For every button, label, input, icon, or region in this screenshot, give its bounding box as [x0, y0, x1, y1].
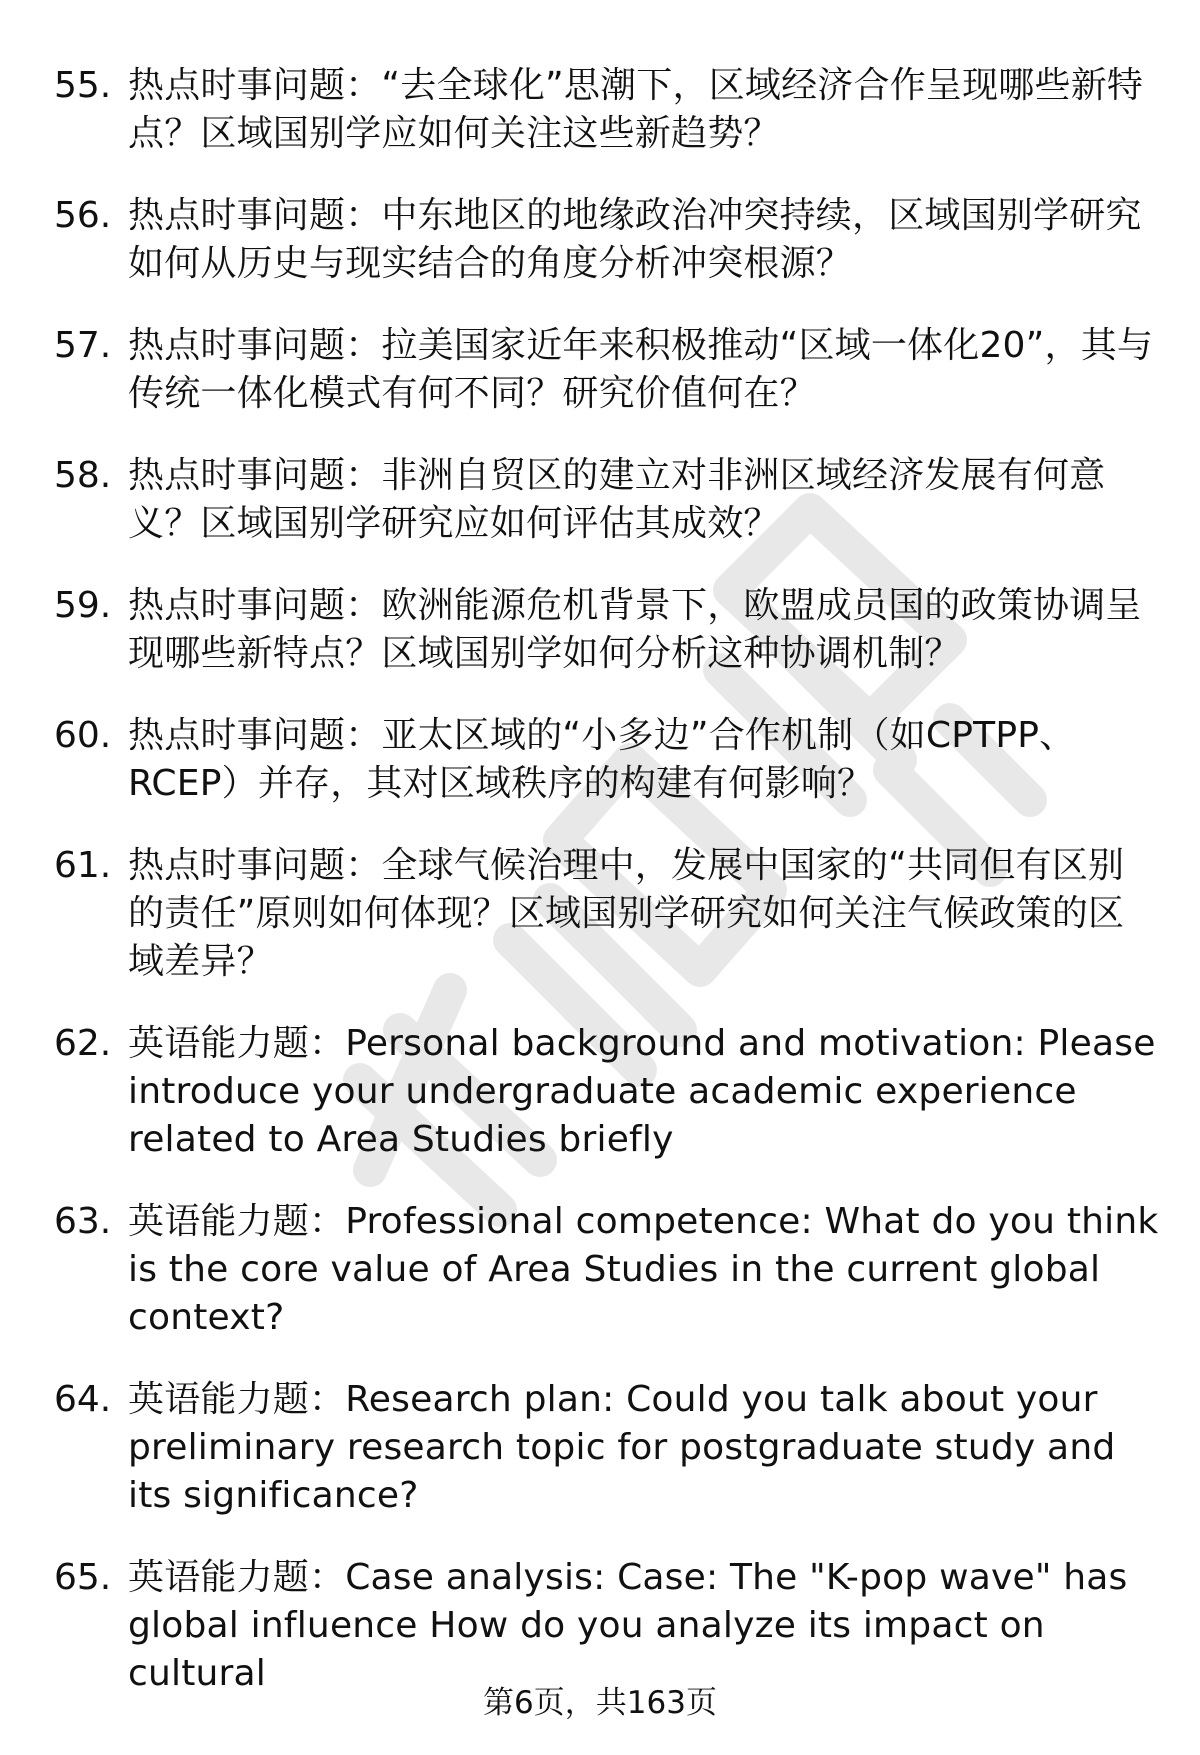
list-item: [0, 1554, 1200, 1698]
question-list: [0, 62, 1200, 1732]
list-item: [0, 1376, 1200, 1520]
question-number: 63.: [54, 1201, 112, 1242]
list-item: [0, 322, 1200, 418]
page-footer: 第6页，共163页: [483, 1685, 717, 1721]
question-number: 59.: [54, 585, 112, 626]
list-item: [0, 192, 1200, 288]
question-number: 57.: [54, 325, 112, 366]
question-text: 英语能力题：Personal background and motivation: Please introduce your undergraduate academic experience related to Area Studies briefly: [128, 1023, 1156, 1160]
question-text: 热点时事问题：中东地区的地缘政治冲突持续，区域国别学研究如何从历史与现实结合的角度分析冲突根源？: [128, 195, 1142, 284]
list-item: [0, 1020, 1200, 1164]
question-number: 65.: [54, 1557, 112, 1598]
question-text: 热点时事问题：非洲自贸区的建立对非洲区域经济发展有何意义？区域国别学研究应如何评估其成效？: [128, 455, 1106, 544]
question-text: 热点时事问题：拉美国家近年来积极推动“区域一体化20”，其与传统一体化模式有何不同？研究价值何在？: [128, 325, 1154, 414]
list-item: [0, 842, 1200, 986]
question-number: 62.: [54, 1023, 112, 1064]
list-item: [0, 62, 1200, 158]
question-text: 热点时事问题：欧洲能源危机背景下，欧盟成员国的政策协调呈现哪些新特点？区域国别学如何分析这种协调机制？: [128, 585, 1142, 674]
list-item: [0, 712, 1200, 808]
question-text: 热点时事问题：亚太区域的“小多边”合作机制（如CPTPP、RCEP）并存，其对区域秩序的构建有何影响？: [128, 715, 1076, 804]
question-number: 55.: [54, 65, 112, 106]
question-number: 60.: [54, 715, 112, 756]
list-item: [0, 582, 1200, 678]
question-number: 56.: [54, 195, 112, 236]
question-text: 热点时事问题：“去全球化”思潮下，区域经济合作呈现哪些新特点？区域国别学应如何关注这些新趋势？: [128, 65, 1144, 154]
question-text: 英语能力题：Research plan: Could you talk about your preliminary research topic for postgraduate study and its significance?: [128, 1379, 1116, 1516]
list-item: [0, 452, 1200, 548]
question-text: 英语能力题：Case analysis: Case: The "K-pop wave" has global influence How do you analyze its impact on cultural: [128, 1557, 1128, 1694]
question-number: 61.: [54, 845, 112, 886]
list-item: [0, 1198, 1200, 1342]
question-number: 58.: [54, 455, 112, 496]
question-number: 64.: [54, 1379, 112, 1420]
question-text: 英语能力题：Professional competence: What do you think is the core value of Area Studies in the current global context?: [128, 1201, 1159, 1338]
question-text: 热点时事问题：全球气候治理中，发展中国家的“共同但有区别的责任”原则如何体现？区域国别学研究如何关注气候政策的区域差异？: [128, 845, 1125, 982]
